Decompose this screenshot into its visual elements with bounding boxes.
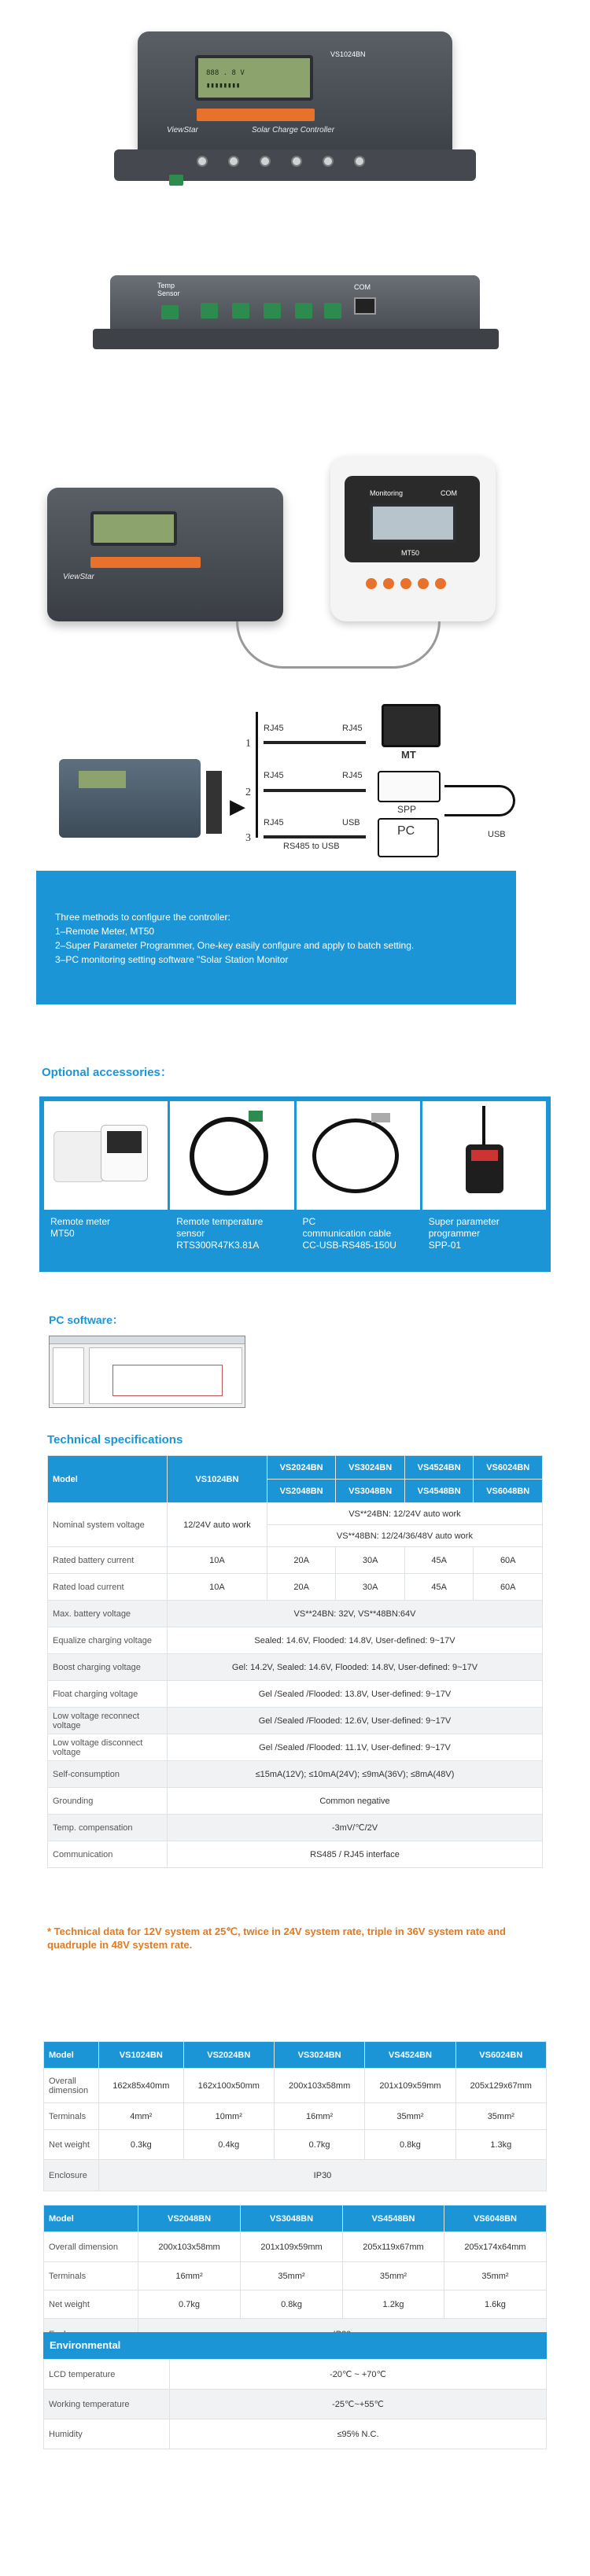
- row-label: Nominal system voltage: [48, 1503, 168, 1547]
- model-col: VS3048BN: [336, 1480, 405, 1503]
- meter-screen: [370, 503, 456, 543]
- row-label: Rated battery current: [48, 1547, 168, 1574]
- cell: 35mm²: [365, 2103, 455, 2130]
- cell: VS**24BN: 12/24V auto work: [267, 1503, 542, 1525]
- cell: 45A: [404, 1547, 474, 1574]
- cell: 10A: [168, 1547, 267, 1574]
- header-cell: VS6048BN: [444, 2206, 546, 2232]
- model-col: VS1024BN: [168, 1456, 267, 1503]
- brand-label: ViewStar: [63, 573, 94, 581]
- cell: ≤15mA(12V); ≤10mA(24V); ≤9mA(36V); ≤8mA(48V): [168, 1761, 543, 1788]
- cell: 60A: [474, 1574, 543, 1601]
- row-label: Float charging voltage: [48, 1681, 168, 1708]
- header-cell: VS3048BN: [241, 2206, 343, 2232]
- accessories-panel: [39, 1096, 551, 1272]
- cell: 20A: [267, 1574, 336, 1601]
- cell: -25℃~+55℃: [170, 2390, 547, 2419]
- header-cell: VS2048BN: [138, 2206, 241, 2232]
- row-label: Max. battery voltage: [48, 1601, 168, 1627]
- cell: 35mm²: [343, 2262, 444, 2290]
- header-cell: Model: [44, 2206, 138, 2232]
- header-cell: VS4548BN: [343, 2206, 444, 2232]
- cell: 162x85x40mm: [99, 2069, 184, 2103]
- meter-label: MT50: [401, 549, 420, 557]
- cell: 1.2kg: [343, 2290, 444, 2319]
- row-label: Terminals: [44, 2262, 138, 2290]
- diagram-right-2: RJ45: [342, 771, 363, 780]
- header-cell: Model: [44, 2042, 99, 2069]
- cell: 201x109x59mm: [241, 2232, 343, 2262]
- knob: [260, 156, 271, 167]
- lcd-screen: 888 . 8 V ▮▮▮▮▮▮▮▮: [195, 55, 313, 101]
- cell: RS485 / RJ45 interface: [168, 1841, 543, 1868]
- accessory-label: Remote temperature sensor RTS300R47K3.81A: [176, 1216, 264, 1251]
- cell: 35mm²: [455, 2103, 546, 2130]
- accessory-label: PC communication cable CC-USB-RS485-150U: [302, 1216, 396, 1251]
- knob: [323, 156, 334, 167]
- diagram-mid-3: RS485 to USB: [283, 842, 340, 851]
- diagram-num-1: 1: [245, 738, 251, 750]
- info-line: 1–Remote Meter, MT50: [55, 926, 155, 937]
- cell: 0.7kg: [138, 2290, 241, 2319]
- cell: VS**48BN: 12/24/36/48V auto work: [267, 1525, 542, 1547]
- meter-title-right: COM: [441, 489, 457, 497]
- lcd-screen: [90, 511, 177, 546]
- info-line: 3–PC monitoring setting software "Solar Station Monitor: [55, 954, 289, 965]
- row-label: Overall dimension: [44, 2069, 99, 2103]
- dimension-table-48: [43, 2205, 547, 2350]
- cell: 0.8kg: [241, 2290, 343, 2319]
- cell: -3mV/℃/2V: [168, 1815, 543, 1841]
- spec-table: [47, 1455, 543, 1868]
- header-cell: VS3024BN: [274, 2042, 364, 2069]
- cell: 30A: [336, 1547, 405, 1574]
- knob: [354, 156, 365, 167]
- cell: 12/24V auto work: [168, 1503, 267, 1547]
- device-subtitle: Solar Charge Controller: [252, 126, 335, 135]
- diagram-left-2: RJ45: [264, 771, 284, 780]
- row-label: LCD temperature: [44, 2360, 170, 2390]
- cell: 45A: [404, 1574, 474, 1601]
- cell: -20℃ ~ +70℃: [170, 2360, 547, 2390]
- cell: 0.8kg: [365, 2130, 455, 2160]
- cell: Sealed: 14.6V, Flooded: 14.8V, User-defined: 9~17V: [168, 1627, 543, 1654]
- accessory-label: Remote meter MT50: [50, 1216, 111, 1239]
- cell: 162x100x50mm: [183, 2069, 274, 2103]
- accessory-card[interactable]: [297, 1101, 420, 1267]
- software-title: PC software：: [49, 1314, 124, 1326]
- product-photo-with-meter: [0, 440, 590, 684]
- target-spp: SPP: [397, 804, 417, 815]
- cell: 20A: [267, 1547, 336, 1574]
- cell: 16mm²: [274, 2103, 364, 2130]
- rj45-port: [354, 297, 376, 315]
- terminal-block: [161, 305, 179, 319]
- meter-title-left: Monitoring: [370, 489, 404, 497]
- row-label: Low voltage disconnect voltage: [48, 1734, 168, 1761]
- cell: 1.3kg: [455, 2130, 546, 2160]
- cell: 60A: [474, 1547, 543, 1574]
- status-bar: [197, 109, 315, 121]
- cell: 200x103x58mm: [274, 2069, 364, 2103]
- model-col: VS6048BN: [474, 1480, 543, 1503]
- model-col: VS2048BN: [267, 1480, 336, 1503]
- environmental-table: [43, 2359, 547, 2449]
- accessory-image: [422, 1101, 546, 1210]
- row-label: Working temperature: [44, 2390, 170, 2419]
- model-header: Model: [48, 1456, 168, 1503]
- cell: Common negative: [168, 1788, 543, 1815]
- header-cell: VS6024BN: [455, 2042, 546, 2069]
- cell: 1.6kg: [444, 2290, 546, 2319]
- cell: 35mm²: [241, 2262, 343, 2290]
- cell: 4mm²: [99, 2103, 184, 2130]
- row-label: Overall dimension: [44, 2232, 138, 2262]
- accessory-card[interactable]: [44, 1101, 168, 1267]
- terminal-block: [232, 303, 249, 319]
- cell: VS**24BN: 32V, VS**48BN:64V: [168, 1601, 543, 1627]
- cell: ≤95% N.C.: [170, 2419, 547, 2449]
- accessory-image: [44, 1101, 168, 1210]
- accessory-image: [297, 1101, 420, 1210]
- diagram-num-3: 3: [245, 832, 251, 844]
- cell: IP30: [99, 2160, 547, 2191]
- row-label: Equalize charging voltage: [48, 1627, 168, 1654]
- cell: Gel /Sealed /Flooded: 12.6V, User-defined: 9~17V: [168, 1708, 543, 1734]
- cell: 30A: [336, 1574, 405, 1601]
- target-mt: MT: [401, 749, 416, 761]
- cell: 0.3kg: [99, 2130, 184, 2160]
- model-col: VS4548BN: [404, 1480, 474, 1503]
- accessory-label: Super parameter programmer SPP-01: [428, 1216, 500, 1251]
- temp-sensor-label: Temp Sensor: [157, 282, 180, 297]
- brand-label: ViewStar: [167, 126, 198, 135]
- row-label: Net weight: [44, 2290, 138, 2319]
- cell: 205x174x64mm: [444, 2232, 546, 2262]
- usb-label: USB: [488, 830, 506, 839]
- cell: 0.4kg: [183, 2130, 274, 2160]
- accessory-card[interactable]: [170, 1101, 293, 1267]
- header-cell: VS1024BN: [99, 2042, 184, 2069]
- row-label: Rated load current: [48, 1574, 168, 1601]
- cell: Gel /Sealed /Flooded: 11.1V, User-defined: 9~17V: [168, 1734, 543, 1761]
- accessory-image: [170, 1101, 293, 1210]
- cell: 201x109x59mm: [365, 2069, 455, 2103]
- cell: 205x129x67mm: [455, 2069, 546, 2103]
- knob: [197, 156, 208, 167]
- cell: 205x119x67mm: [343, 2232, 444, 2262]
- diagram-num-2: 2: [245, 787, 251, 798]
- header-cell: VS2024BN: [183, 2042, 274, 2069]
- accessory-card[interactable]: [422, 1101, 546, 1267]
- cell: Gel: 14.2V, Sealed: 14.6V, Flooded: 14.8V, User-defined: 9~17V: [168, 1654, 543, 1681]
- header-cell: VS4524BN: [365, 2042, 455, 2069]
- diagram-left-3: RJ45: [264, 818, 284, 827]
- dimension-table-24: [43, 2041, 547, 2191]
- model-col: VS3024BN: [336, 1456, 405, 1480]
- connection-diagram: ▶ 1 RJ45 RJ45 MT 2 RJ45 RJ45 SPP 3 RJ45 USB RS485 to USB PC USB: [0, 684, 590, 865]
- row-label: Boost charging voltage: [48, 1654, 168, 1681]
- terminal-block: [169, 175, 183, 186]
- environmental-header: Environmental: [43, 2332, 547, 2359]
- status-bar: [90, 557, 201, 568]
- row-label: Humidity: [44, 2419, 170, 2449]
- software-screenshot: [49, 1336, 245, 1408]
- model-col: VS4524BN: [404, 1456, 474, 1480]
- knob: [228, 156, 239, 167]
- diagram-left-1: RJ45: [264, 724, 284, 733]
- config-methods-box: [36, 871, 516, 1004]
- diagram-right-1: RJ45: [342, 724, 363, 733]
- target-pc: PC: [397, 824, 415, 838]
- cell: 10A: [168, 1574, 267, 1601]
- com-label: COM: [354, 283, 371, 291]
- spec-note: * Technical data for 12V system at 25℃, twice in 24V system rate, triple in 36V system rate and quadruple in 48V system rate.: [47, 1926, 507, 1951]
- row-label: Temp. compensation: [48, 1815, 168, 1841]
- product-photo-rear: [0, 236, 590, 425]
- row-label: Grounding: [48, 1788, 168, 1815]
- cell: 200x103x58mm: [138, 2232, 241, 2262]
- row-label: Enclosure: [44, 2160, 99, 2191]
- model-col: VS2024BN: [267, 1456, 336, 1480]
- diagram-right-3: USB: [342, 818, 360, 827]
- cell: 16mm²: [138, 2262, 241, 2290]
- row-label: Self-consumption: [48, 1761, 168, 1788]
- cell: 35mm²: [444, 2262, 546, 2290]
- model-col: VS6024BN: [474, 1456, 543, 1480]
- cable: [236, 621, 441, 669]
- row-label: Low voltage reconnect voltage: [48, 1708, 168, 1734]
- spec-title: Technical specifications: [47, 1433, 183, 1446]
- terminal-block: [264, 303, 281, 319]
- terminal-block: [324, 303, 341, 319]
- info-line: 2–Super Parameter Programmer, One-key easily configure and apply to batch setting.: [55, 940, 415, 951]
- cell: Gel /Sealed /Flooded: 13.8V, User-defined: 9~17V: [168, 1681, 543, 1708]
- cell: 10mm²: [183, 2103, 274, 2130]
- knob: [291, 156, 302, 167]
- row-label: Communication: [48, 1841, 168, 1868]
- terminal-block: [201, 303, 218, 319]
- accessories-title: Optional accessories：: [42, 1066, 172, 1079]
- product-photo-front: [0, 0, 590, 228]
- info-line: Three methods to configure the controller:: [55, 912, 230, 923]
- row-label: Net weight: [44, 2130, 99, 2160]
- model-label: VS1024BN: [330, 50, 366, 58]
- cell: 0.7kg: [274, 2130, 364, 2160]
- row-label: Terminals: [44, 2103, 99, 2130]
- terminal-block: [295, 303, 312, 319]
